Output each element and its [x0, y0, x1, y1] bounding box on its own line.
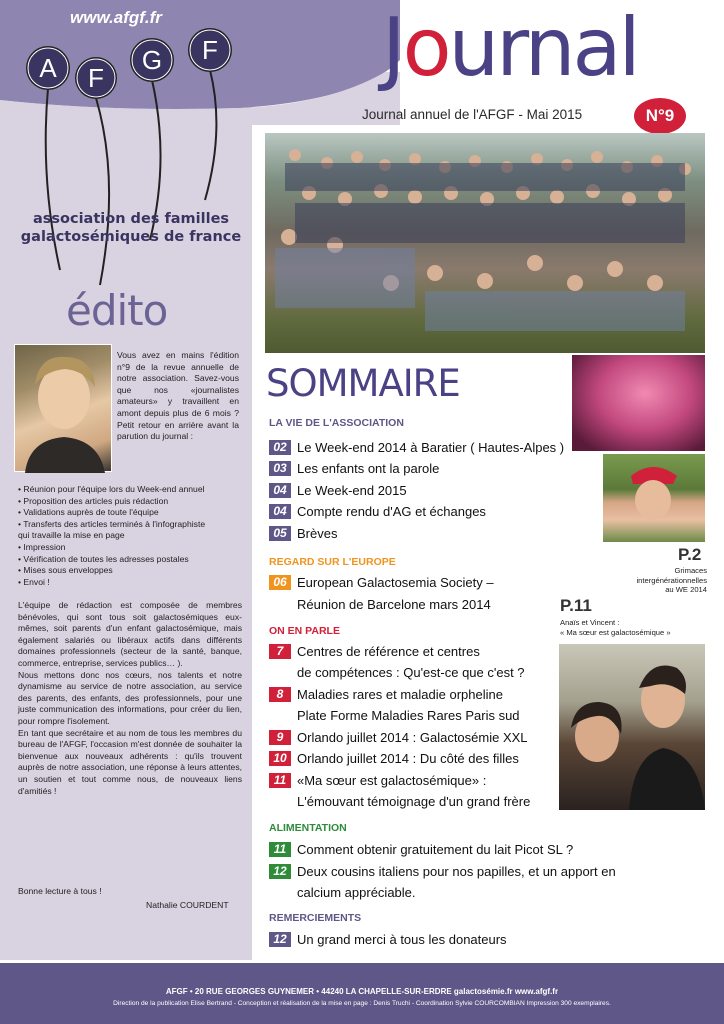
- toc-entry-continuation: L'émouvant témoignage d'un grand frère: [297, 794, 531, 809]
- association-line-1: association des familles: [32, 211, 230, 227]
- edito-paragraph: Nous mettons donc nos cœurs, nos talents et notre dynamisme au service de notre association, au service des parents, des enfants, des professionnels, pour une juste communication des informations, pour créer du lien, pour rompre l'isolement.: [18, 669, 242, 726]
- edito-intro: Vous avez en mains l'édition n°9 de la revue annuelle de notre association. Savez-vous que nos «journalistes amateurs» y travaillent en amont depuis plus de 6 mois ? Petit retour en arrière avant la parution du journal :: [117, 350, 239, 442]
- toc-entry-continuation: Réunion de Barcelone mars 2014: [297, 597, 491, 612]
- journal-title-le: Le: [290, 20, 358, 94]
- toc-entry[interactable]: [269, 440, 564, 456]
- toc-entry-title: «Ma sœur est galactosémique» :: [297, 773, 487, 788]
- toc-entry-title: Un grand merci à tous les donateurs: [297, 932, 507, 947]
- toc-entry[interactable]: [269, 575, 494, 591]
- list-item: • Impression: [18, 541, 66, 552]
- caption-line: « Ma sœur est galactosémique »: [560, 627, 671, 637]
- journal-title-j: J: [382, 1, 403, 94]
- toc-entry[interactable]: [269, 773, 486, 789]
- toc-entry-title: Orlando juillet 2014 : Du côté des filles: [297, 751, 519, 766]
- edito-signature: Nathalie COURDENT: [146, 900, 229, 910]
- association-name: [0, 210, 262, 246]
- list-item: • Validations auprès de toute l'équipe: [18, 507, 159, 518]
- caption-line: au WE 2014: [665, 585, 707, 594]
- toc-entry-title: Le Week-end 2015: [297, 483, 407, 498]
- section-heading-vie-association: LA VIE DE L'ASSOCIATION: [269, 417, 404, 429]
- logo-letter-f2: F: [202, 35, 218, 65]
- photo-grimace-adult: [572, 355, 705, 451]
- toc-entry-title: Compte rendu d'AG et échanges: [297, 504, 486, 519]
- edito-body: [18, 600, 242, 797]
- edito-title: édito: [66, 286, 168, 335]
- edito-steps-list: [18, 484, 242, 588]
- list-item: • Mises sous enveloppes: [18, 565, 113, 576]
- issue-number-badge: N°9: [634, 98, 686, 134]
- page-number: 04: [269, 483, 291, 498]
- page-number: 7: [269, 644, 291, 659]
- association-line-2: galactosémiques de france: [20, 229, 242, 245]
- page-number: 10: [269, 751, 291, 766]
- caption-page-p11: P.11: [560, 596, 592, 615]
- sommaire-title: SOMMAIRE: [266, 362, 460, 405]
- footer-credits: Direction de la publication Elise Bertrand - Conception et réalisation de la mise en page : Denis Truchi - Coordination Sylvie COURCOMBIAN Impression 300 exemplaires.: [113, 1000, 611, 1007]
- list-item: • Envoi !: [18, 576, 50, 587]
- list-item: • Réunion pour l'équipe lors du Week-end annuel: [18, 484, 205, 494]
- toc-entry[interactable]: [269, 932, 507, 948]
- edito-paragraph: L'équipe de rédaction est composée de membres bénévoles, qui sont tous soit galactosémiques eux-mêmes, soit parents d'un enfant galactosémique, mais également salariés ou libéraux actifs dans différents domaines professionnels (secteur de la santé, banque, commerce, entreprise, services publics… ).: [18, 600, 242, 668]
- caption-page-p2: P.2: [678, 545, 702, 564]
- footer: [0, 963, 724, 1024]
- toc-entry[interactable]: [269, 842, 573, 858]
- page-number: 8: [269, 687, 291, 702]
- list-item: qui travaille la mise en page: [18, 530, 125, 541]
- section-heading-europe: REGARD SUR L'EUROPE: [269, 556, 396, 568]
- edito-paragraph: En tant que secrétaire et au nom de tous les membres du bureau de l'AFGF, l'occasion m'est donnée de souhaiter la bienvenue aux nouveaux adhérents : qu'ils trouvent auprès de notre association, une réponse à leurs attentes, un soutien et tout comme nous, de nouveaux liens d'amitiés !: [18, 727, 242, 796]
- page-number: 02: [269, 440, 291, 455]
- page-number: 05: [269, 526, 291, 541]
- toc-entry[interactable]: [269, 644, 480, 660]
- list-item: • Proposition des articles puis rédaction: [18, 495, 169, 506]
- toc-entry[interactable]: [269, 751, 519, 767]
- toc-entry-title: Deux cousins italiens pour nos papilles, et un apport en: [297, 864, 616, 879]
- toc-entry[interactable]: [269, 483, 407, 499]
- site-url: www.afgf.fr: [70, 8, 162, 27]
- page-number: 9: [269, 730, 291, 745]
- section-heading-on-en-parle: ON EN PARLE: [269, 625, 340, 637]
- toc-entry-title: Orlando juillet 2014 : Galactosémie XXL: [297, 730, 528, 745]
- logo-letter-g: G: [141, 45, 163, 75]
- toc-entry[interactable]: [269, 864, 616, 880]
- page-number: 04: [269, 504, 291, 519]
- edito-author-photo: [14, 344, 112, 472]
- caption-p11: [560, 618, 700, 637]
- journal-title-rest: urnal: [448, 1, 638, 94]
- edito-closing: Bonne lecture à tous !: [18, 886, 102, 896]
- page-number: 11: [269, 842, 291, 857]
- caption-line: Grimaces: [674, 566, 707, 575]
- caption-line: intergénérationnelles: [636, 575, 707, 585]
- toc-entry-title: Les enfants ont la parole: [297, 461, 440, 476]
- toc-entry[interactable]: [269, 526, 337, 542]
- toc-entry[interactable]: [269, 730, 528, 746]
- section-heading-alimentation: ALIMENTATION: [269, 822, 347, 834]
- toc-entry[interactable]: [269, 461, 439, 477]
- toc-entry[interactable]: [269, 504, 486, 520]
- toc-entry-continuation: Plate Forme Maladies Rares Paris sud: [297, 708, 520, 723]
- journal-title: [382, 1, 638, 94]
- toc-entry-title: Comment obtenir gratuitement du lait Picot SL ?: [297, 842, 574, 857]
- list-item: • Transferts des articles terminés à l'infographiste: [18, 518, 206, 529]
- journal-title-o: o: [402, 1, 449, 94]
- page-number: 06: [269, 575, 291, 590]
- caption-line: Anaïs et Vincent :: [560, 618, 620, 627]
- page-number: 12: [269, 864, 291, 879]
- toc-entry-title: Maladies rares et maladie orpheline: [297, 687, 503, 702]
- group-photo: [265, 133, 705, 353]
- toc-entry-title: Le Week-end 2014 à Baratier ( Hautes-Alpes ): [297, 440, 565, 455]
- page-number: 12: [269, 932, 291, 947]
- page-number: 03: [269, 461, 291, 476]
- afgf-logo: [0, 0, 262, 300]
- toc-entry-title: Brèves: [297, 526, 338, 541]
- toc-entry-continuation: calcium appréciable.: [297, 885, 416, 900]
- toc-entry-continuation: de compétences : Qu'est-ce que c'est ?: [297, 665, 525, 680]
- page-number: 11: [269, 773, 291, 788]
- toc-entry-title: European Galactosemia Society –: [297, 575, 494, 590]
- journal-subtitle: Journal annuel de l'AFGF - Mai 2015: [362, 107, 583, 122]
- photo-anais-vincent: [559, 644, 705, 810]
- logo-letter-a: A: [39, 53, 57, 83]
- list-item: • Vérification de toutes les adresses postales: [18, 553, 189, 564]
- footer-address: AFGF • 20 RUE GEORGES GUYNEMER • 44240 LA CHAPELLE-SUR-ERDRE galactosémie.fr www.afgf.fr: [165, 987, 559, 996]
- section-heading-remerciements: REMERCIEMENTS: [269, 912, 362, 924]
- caption-p2: [590, 566, 707, 595]
- photo-child-hat: [603, 454, 705, 542]
- toc-entry[interactable]: [269, 687, 503, 703]
- logo-letter-f1: F: [88, 63, 104, 93]
- toc-entry-title: Centres de référence et centres: [297, 644, 480, 659]
